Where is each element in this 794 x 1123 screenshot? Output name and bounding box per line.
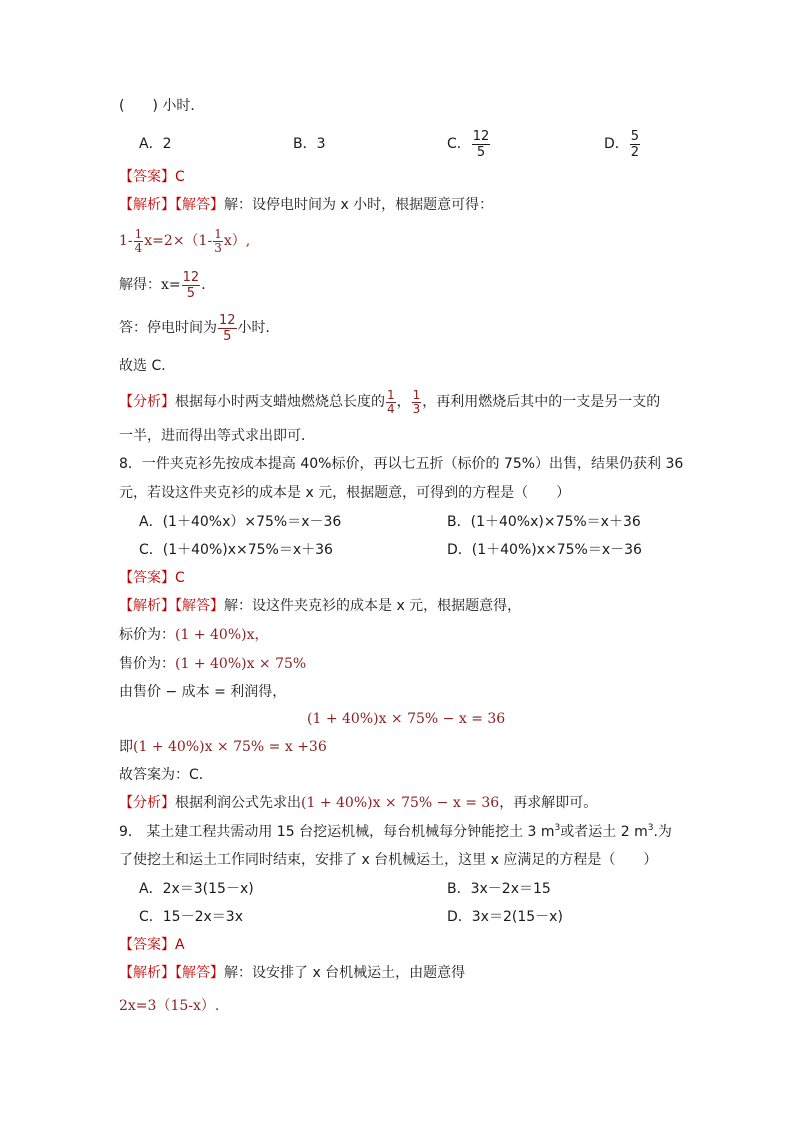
fenxi-text-2: ，再求解即可。 [499, 795, 598, 811]
denominator: 5 [186, 285, 196, 301]
q8-center-equation: (1 + 40%)x × 75% − x = 36 [307, 711, 506, 727]
q7-stem-tail: ( ) 小时． [119, 98, 205, 114]
q8-option-d: D．(1＋40%)x×75%＝x－36 [447, 542, 642, 558]
q7-reply [119, 310, 280, 346]
fenxi-tag: 【分析】 [119, 795, 175, 811]
denominator: 4 [134, 240, 143, 255]
stem-part: 9． 某土建工程共需动用 15 台挖运机械，每台机械每分钟能挖土 3 m [119, 824, 555, 840]
eq-part: 1- [119, 233, 133, 249]
fraction-one-third [213, 228, 223, 255]
q7-option-c-fraction [472, 129, 491, 160]
numerator: 1 [387, 387, 395, 402]
fenxi-text: 根据利润公式先求出 [175, 795, 301, 811]
fenxi-equation: (1 + 40%)x × 75% − x = 36 [301, 795, 500, 811]
denominator: 3 [412, 401, 421, 416]
separator: ， [396, 394, 411, 410]
stem-part: 或者运土 2 m [560, 824, 648, 840]
q7-option-d [604, 124, 641, 164]
q7-solve [119, 267, 215, 303]
q7-analysis [119, 195, 493, 215]
q7-fenxi-line2: 一半，进而得出等式求出即可． [119, 428, 315, 444]
numerator: 12 [182, 269, 200, 285]
fenxi-fraction-1 [386, 389, 396, 416]
reply-fraction [218, 313, 237, 344]
stem-part: .为 [653, 824, 672, 840]
denominator: 4 [387, 401, 395, 416]
solve-fraction [182, 270, 201, 301]
numerator: 5 [630, 128, 640, 144]
q9-stem-line1 [119, 822, 672, 842]
analysis-text: 解：设停电时间为 x 小时，根据题意可得： [224, 197, 494, 213]
ji-expression: (1 + 40%)x × 75% = x +36 [133, 739, 327, 755]
q7-option-d-fraction [630, 129, 640, 160]
numerator: 12 [219, 312, 236, 328]
analysis-text: 解：设这件夹克衫的成本是 x 元，根据题意得， [224, 598, 522, 614]
numerator: 1 [412, 387, 421, 402]
numerator: 1 [214, 226, 222, 241]
q7-option-c-label: C． [447, 136, 471, 152]
denominator: 3 [214, 240, 222, 255]
sell-expression: (1 + 40%)x × 75% [175, 656, 307, 672]
q8-sell-price [119, 654, 306, 674]
superscript: 3 [647, 823, 654, 833]
answer-value: C [175, 169, 185, 185]
q8-answer [119, 568, 185, 588]
solve-x: x= [161, 277, 181, 293]
q7-fenxi [119, 384, 660, 420]
mark-label: 标价为： [119, 627, 175, 643]
q8-ji [119, 737, 327, 757]
q8-stem-line1: 8．一件夹克衫先按成本提高 40%标价，再以七五折（标价的 75%）出售，结果仍获利 36 [119, 456, 684, 472]
numerator: 1 [134, 226, 143, 241]
eq-part: x）, [223, 233, 251, 249]
reply-suffix: 小时． [237, 320, 280, 336]
q7-option-b: B．3 [293, 136, 326, 152]
answer-tag: 【答案】 [119, 937, 175, 953]
q7-answer [119, 167, 185, 187]
q9-answer [119, 935, 185, 955]
numerator: 12 [472, 128, 490, 144]
answer-value: A [175, 937, 185, 953]
superscript: 3 [554, 823, 561, 833]
analysis-tag: 【解析】【解答】 [119, 197, 224, 213]
q9-option-c: C．15－2x＝3x [139, 909, 243, 925]
q8-analysis [119, 596, 521, 616]
q8-stem-line2: 元，若设这件夹克衫的成本是 x 元，根据题意，可得到的方程是（ ） [119, 485, 571, 501]
q7-option-a: A．2 [139, 136, 172, 152]
analysis-tag: 【解析】【解答】 [119, 598, 224, 614]
q9-option-a: A．2x＝3(15－x) [139, 881, 254, 897]
denominator: 5 [223, 328, 232, 344]
q9-stem-line2: 了使挖土和运土工作同时结束，安排了 x 台机械运土，这里 x 应满足的方程是（ ） [119, 852, 658, 868]
q7-option-c [447, 124, 491, 164]
fenxi-text-2: ，再利用燃烧后其中的一支是另一支的 [422, 394, 661, 410]
answer-tag: 【答案】 [119, 169, 175, 185]
solve-end: ． [201, 277, 216, 293]
q8-option-b: B．(1＋40%x)×75%＝x＋36 [447, 514, 641, 530]
denominator: 2 [630, 144, 640, 160]
q8-fenxi [119, 793, 597, 813]
reply-prefix: 答：停电时间为 [119, 320, 217, 336]
analysis-text: 解：设安排了 x 台机械运土，由题意得 [224, 965, 466, 981]
fraction-one-quarter [134, 228, 144, 255]
sell-label: 售价为： [119, 656, 175, 672]
q7-equation [119, 226, 250, 256]
q8-final: 故答案为：C． [119, 767, 213, 783]
answer-tag: 【答案】 [119, 570, 175, 586]
analysis-tag: 【解析】【解答】 [119, 965, 224, 981]
q8-relation: 由售价 − 成本 = 利润得， [119, 684, 287, 700]
q9-option-d: D．3x＝2(15－x) [447, 909, 563, 925]
denominator: 5 [476, 144, 486, 160]
q9-final-equation: 2x=3（15-x）. [119, 998, 220, 1014]
q8-option-c: C．(1＋40%)x×75%＝x＋36 [139, 542, 333, 558]
q9-option-b: B．3x－2x＝15 [447, 881, 551, 897]
fenxi-text: 根据每小时两支蜡烛燃烧总长度的 [175, 394, 385, 410]
q7-choose: 故选 C． [119, 358, 176, 374]
q9-analysis [119, 963, 465, 983]
q8-option-a: A．(1＋40%x）×75%＝x－36 [139, 514, 342, 530]
solve-prefix: 解得： [119, 277, 161, 293]
answer-value: C [175, 570, 185, 586]
q8-mark-price [119, 625, 268, 645]
fenxi-tag: 【分析】 [119, 394, 175, 410]
mark-expression: (1 + 40%)x， [175, 627, 269, 643]
eq-part: x=2×（1- [144, 233, 213, 249]
fenxi-fraction-2 [412, 389, 422, 416]
ji-label: 即 [119, 739, 133, 755]
q7-option-d-label: D． [604, 136, 629, 152]
